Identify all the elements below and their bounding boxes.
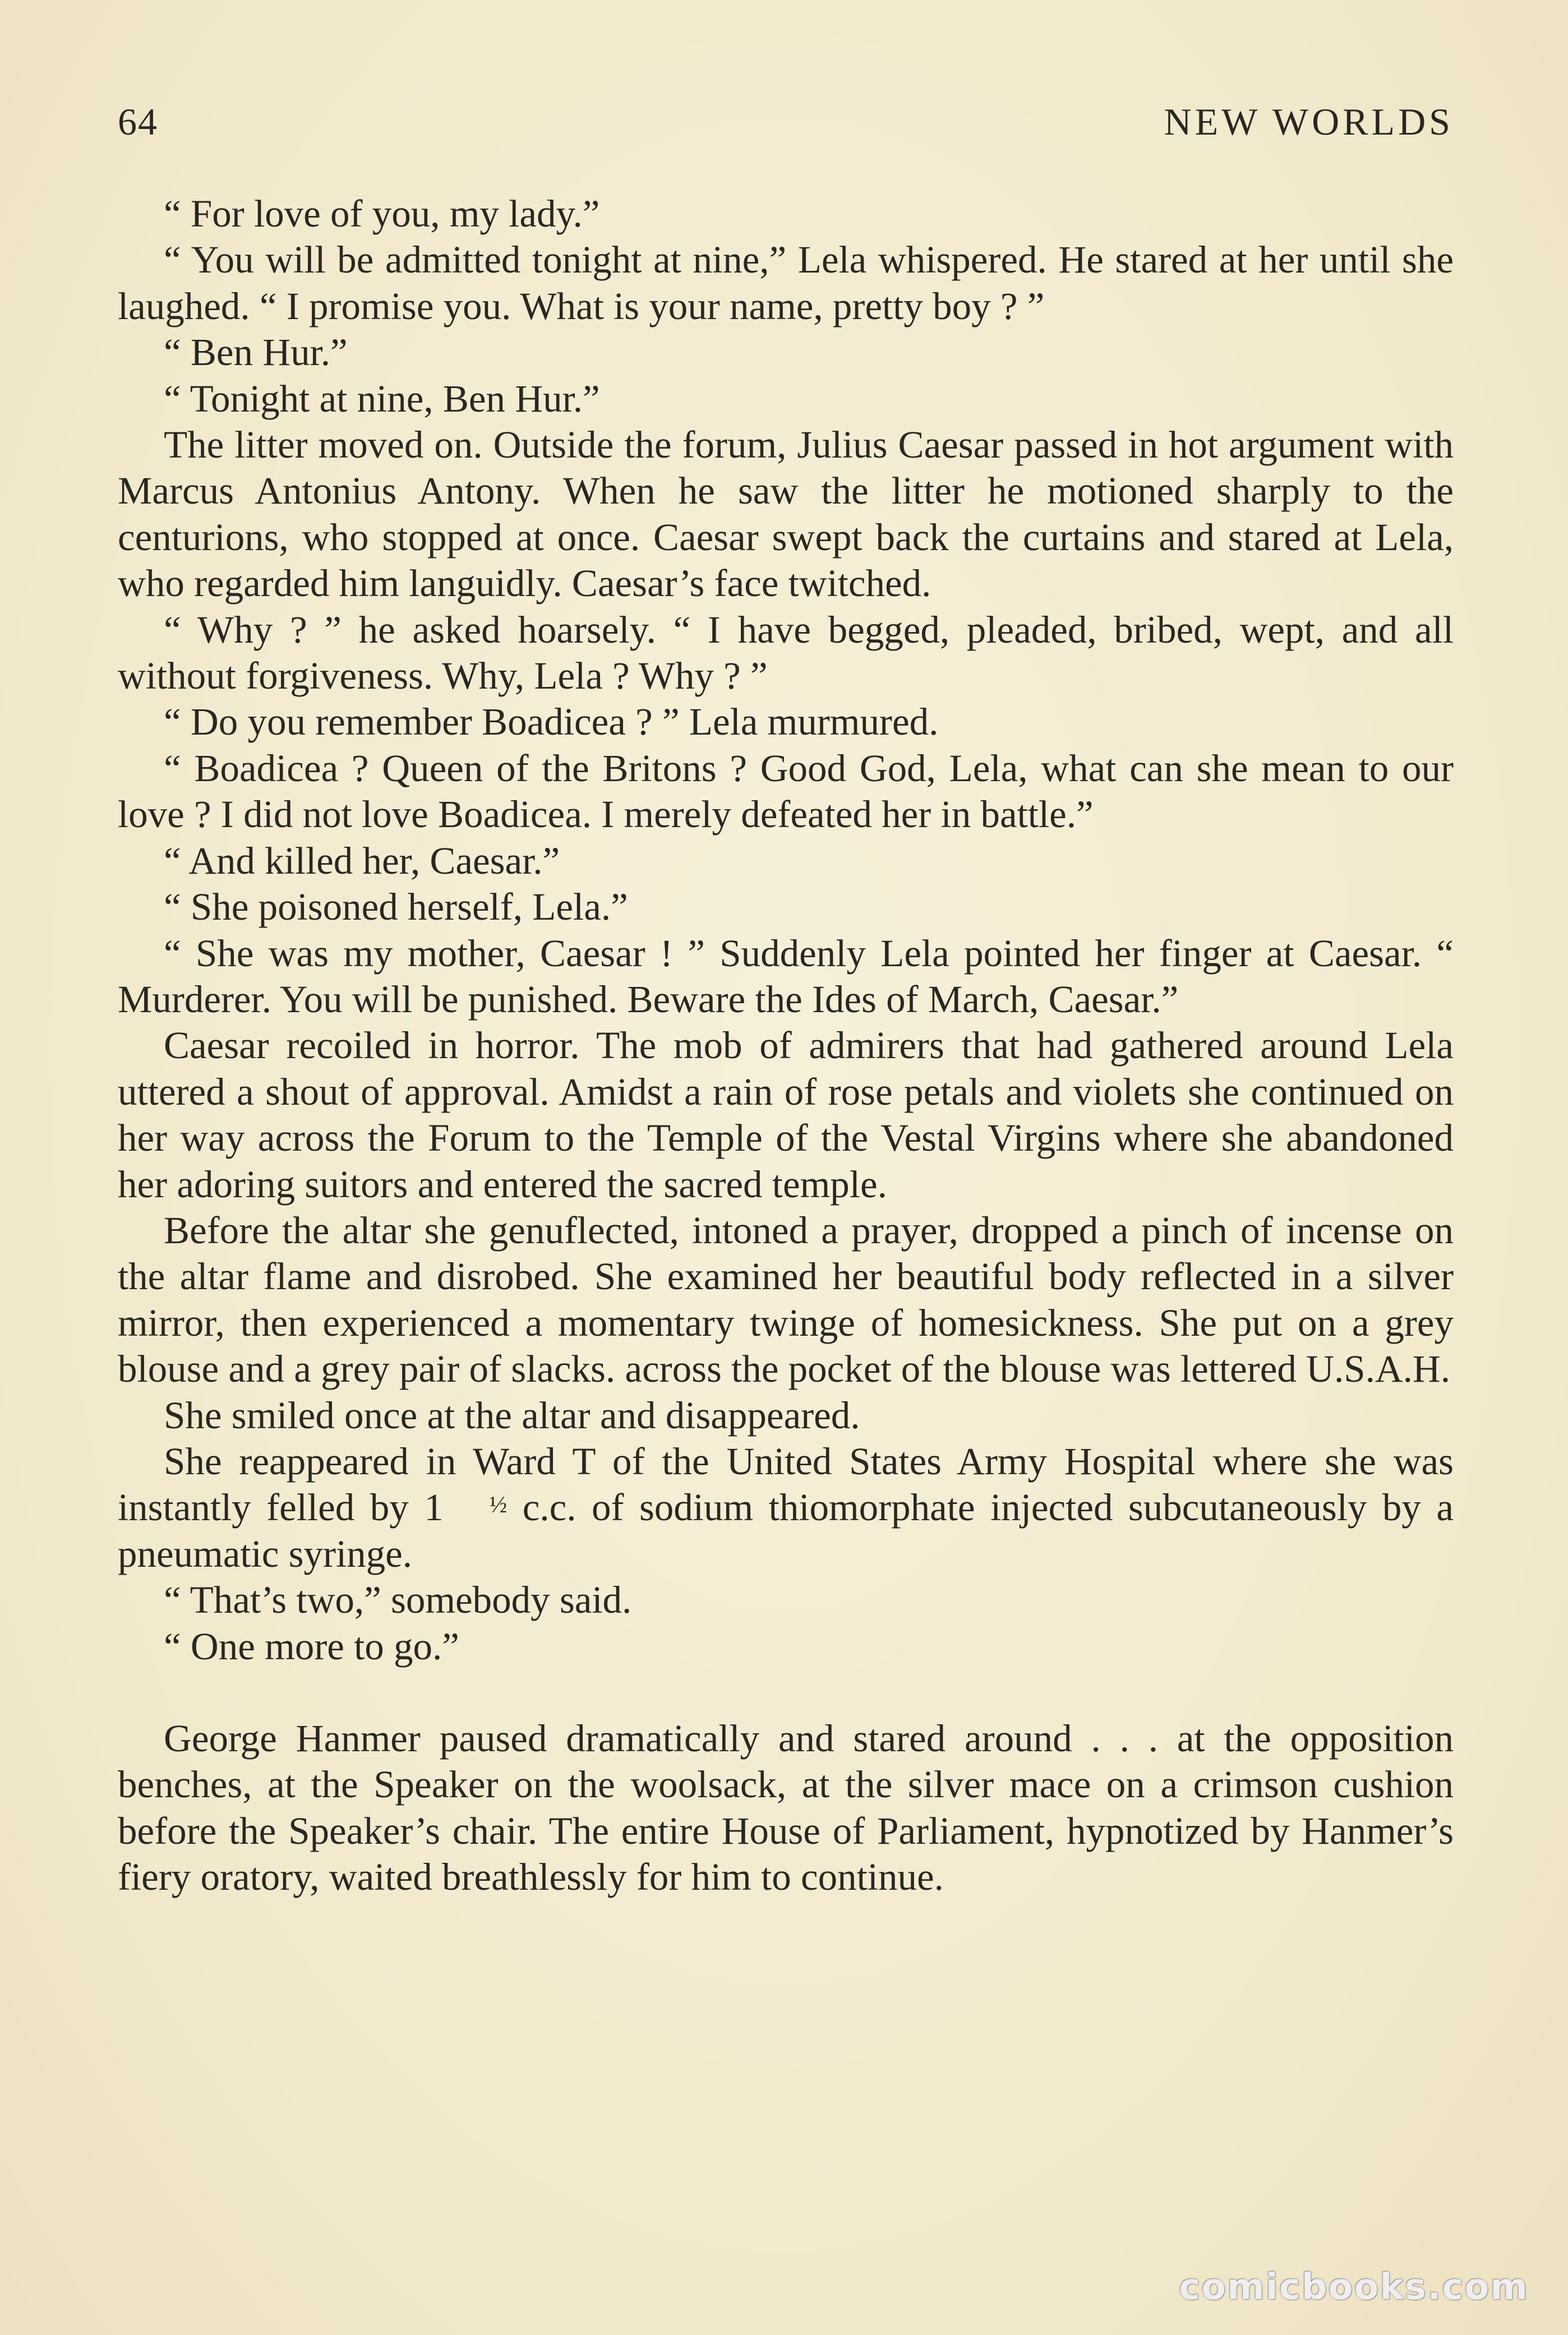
page-number: 64 bbox=[118, 100, 158, 143]
paragraph: “ Boadicea ? Queen of the Britons ? Good God, Lela, what can she mean to our love ? I did not love Boadicea. I merely defeated her in battle.” bbox=[118, 746, 1454, 836]
syringe-text-before: She reappeared in Ward T of the United States Army Hospital where she was instantly felled by 1 bbox=[118, 1439, 1454, 1529]
paragraph: “ Tonight at nine, Ben Hur.” bbox=[164, 377, 600, 420]
paragraph: “ She poisoned herself, Lela.” bbox=[164, 885, 628, 929]
paragraph: “ Ben Hur.” bbox=[164, 331, 348, 374]
page-header bbox=[118, 94, 1454, 156]
paragraph: “ And killed her, Caesar.” bbox=[164, 839, 560, 882]
final-paragraph: George Hanmer paused dramatically and stared around . . . at the opposition benches, at the Speaker on the woolsack, at the silver mace on a crimson cushion before the Speaker’s chair. The entire House of Parliament, hypnotized by Hanmer’s fiery oratory, waited breathlessly for him to continue. bbox=[118, 1717, 1454, 1899]
dialogue-line: “ That’s two,” somebody said. bbox=[164, 1579, 632, 1622]
fraction-half: ½ bbox=[489, 1492, 508, 1519]
section-break bbox=[118, 1669, 1454, 1715]
dialogue-line: “ One more to go.” bbox=[164, 1625, 459, 1668]
paragraph: She smiled once at the altar and disappeared. bbox=[164, 1393, 860, 1437]
running-title: NEW WORLDS bbox=[1164, 100, 1454, 143]
paragraph: The litter moved on. Outside the forum, Julius Caesar passed in hot argument with Marcus Antonius Antony. When he saw the litter he motioned sharply to the centurions, who stopped at once. Caesar swept back the curtains and stared at Lela, who regarded him languidly. Caesar’s face twitched. bbox=[118, 423, 1454, 605]
story-text bbox=[118, 191, 1454, 1900]
paragraph: “ For love of you, my lady.” bbox=[164, 192, 600, 235]
watermark-logo: comicbooks.com bbox=[1179, 2267, 1529, 2308]
paragraph: “ Why ? ” he asked hoarsely. “ I have begged, pleaded, bribed, wept, and all without forgiveness. Why, Lela ? Why ? ” bbox=[118, 608, 1454, 698]
syringe-text-after: c.c. of sodium thiomorphate injected subcutaneously by a pneumatic syringe. bbox=[118, 1486, 1454, 1575]
paragraph: Caesar recoiled in horror. The mob of admirers that had gathered around Lela uttered a shout of approval. Amidst a rain of rose petals and violets she continued on her way across the Forum to the Temple of the Vestal Virgins where she abandoned her adoring suitors and entered the sacred temple. bbox=[118, 1024, 1454, 1206]
syringe-paragraph bbox=[118, 1438, 1454, 1577]
paragraph: “ She was my mother, Caesar ! ” Suddenly Lela pointed her finger at Caesar. “ Murderer. You will be punished. Beware the Ides of March, Caesar.” bbox=[118, 931, 1454, 1021]
paragraph: “ Do you remember Boadicea ? ” Lela murmured. bbox=[164, 700, 939, 744]
paragraph: “ You will be admitted tonight at nine,” Lela whispered. He stared at her until she laughed. “ I promise you. What is your name, pretty boy ? ” bbox=[118, 238, 1454, 327]
paragraph: Before the altar she genuflected, intoned a prayer, dropped a pinch of incense on the altar flame and disrobed. She examined her beautiful body reflected in a silver mirror, then experienced a momentary twinge of homesickness. She put on a grey blouse and a grey pair of slacks. across the pocket of the blouse was lettered U.S.A.H. bbox=[118, 1208, 1454, 1391]
